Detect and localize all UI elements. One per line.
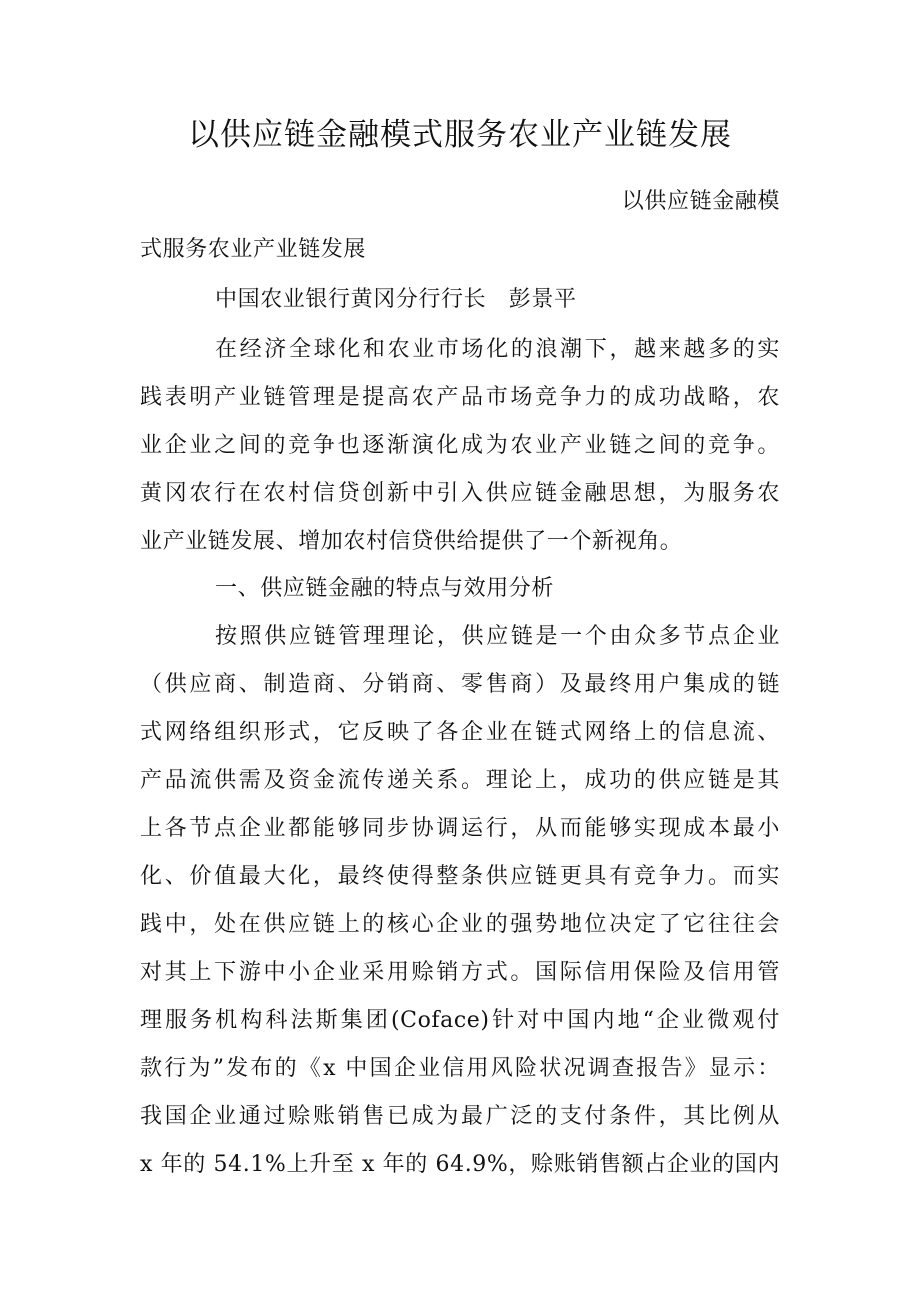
paragraph-line: 业企业之间的竞争也逐渐演化成为农业产业链之间的竞争。 (140, 433, 780, 458)
document-title: 以供应链金融模式服务农业产业链发展 (188, 117, 732, 153)
paragraph-line: 式网络组织形式，它反映了各企业在链式网络上的信息流、 (140, 720, 780, 745)
paragraph-line: 黄冈农行在农村信贷创新中引入供应链金融思想，为服务农 (140, 481, 780, 506)
paragraph-line: 上各节点企业都能够同步协调运行，从而能够实现成本最小 (140, 816, 780, 841)
paragraph-line: 业产业链发展、增加农村信贷供给提供了一个新视角。 (140, 529, 683, 554)
paragraph-line: 理服务机构科法斯集团(Coface)针对中国内地“企业微观付 (140, 1008, 780, 1033)
paragraph-line: 款行为”发布的《x 中国企业信用风险状况调查报告》显示： (140, 1056, 780, 1081)
paragraph-line: 按照供应链管理理论，供应链是一个由众多节点企业 (215, 624, 780, 649)
paragraph-line: 对其上下游中小企业采用赊销方式。国际信用保险及信用管 (140, 960, 780, 985)
author-line: 中国农业银行黄冈分行行长 彭景平 (215, 287, 577, 312)
paragraph-line: （供应商、制造商、分销商、零售商）及最终用户集成的链 (140, 672, 780, 697)
paragraph-line: 产品流供需及资金流传递关系。理论上，成功的供应链是其 (140, 768, 780, 793)
paragraph-line: 践中，处在供应链上的核心企业的强势地位决定了它往往会 (140, 912, 780, 937)
subtitle-line-1: 以供应链金融模 (621, 189, 780, 214)
paragraph-line: 践表明产业链管理是提高农产品市场竞争力的成功战略，农 (140, 385, 780, 410)
paragraph-line: 化、价值最大化，最终使得整条供应链更具有竞争力。而实 (140, 864, 780, 889)
subtitle-line-2: 式服务农业产业链发展 (140, 237, 367, 262)
section-heading: 一、供应链金融的特点与效用分析 (215, 576, 555, 601)
paragraph-line: 在经济全球化和农业市场化的浪潮下，越来越多的实 (215, 337, 780, 362)
paragraph-line: x 年的 54.1%上升至 x 年的 64.9%，赊账销售额占企业的国内 (140, 1152, 780, 1177)
paragraph-line: 我国企业通过赊账销售已成为最广泛的支付条件，其比例从 (140, 1104, 780, 1129)
